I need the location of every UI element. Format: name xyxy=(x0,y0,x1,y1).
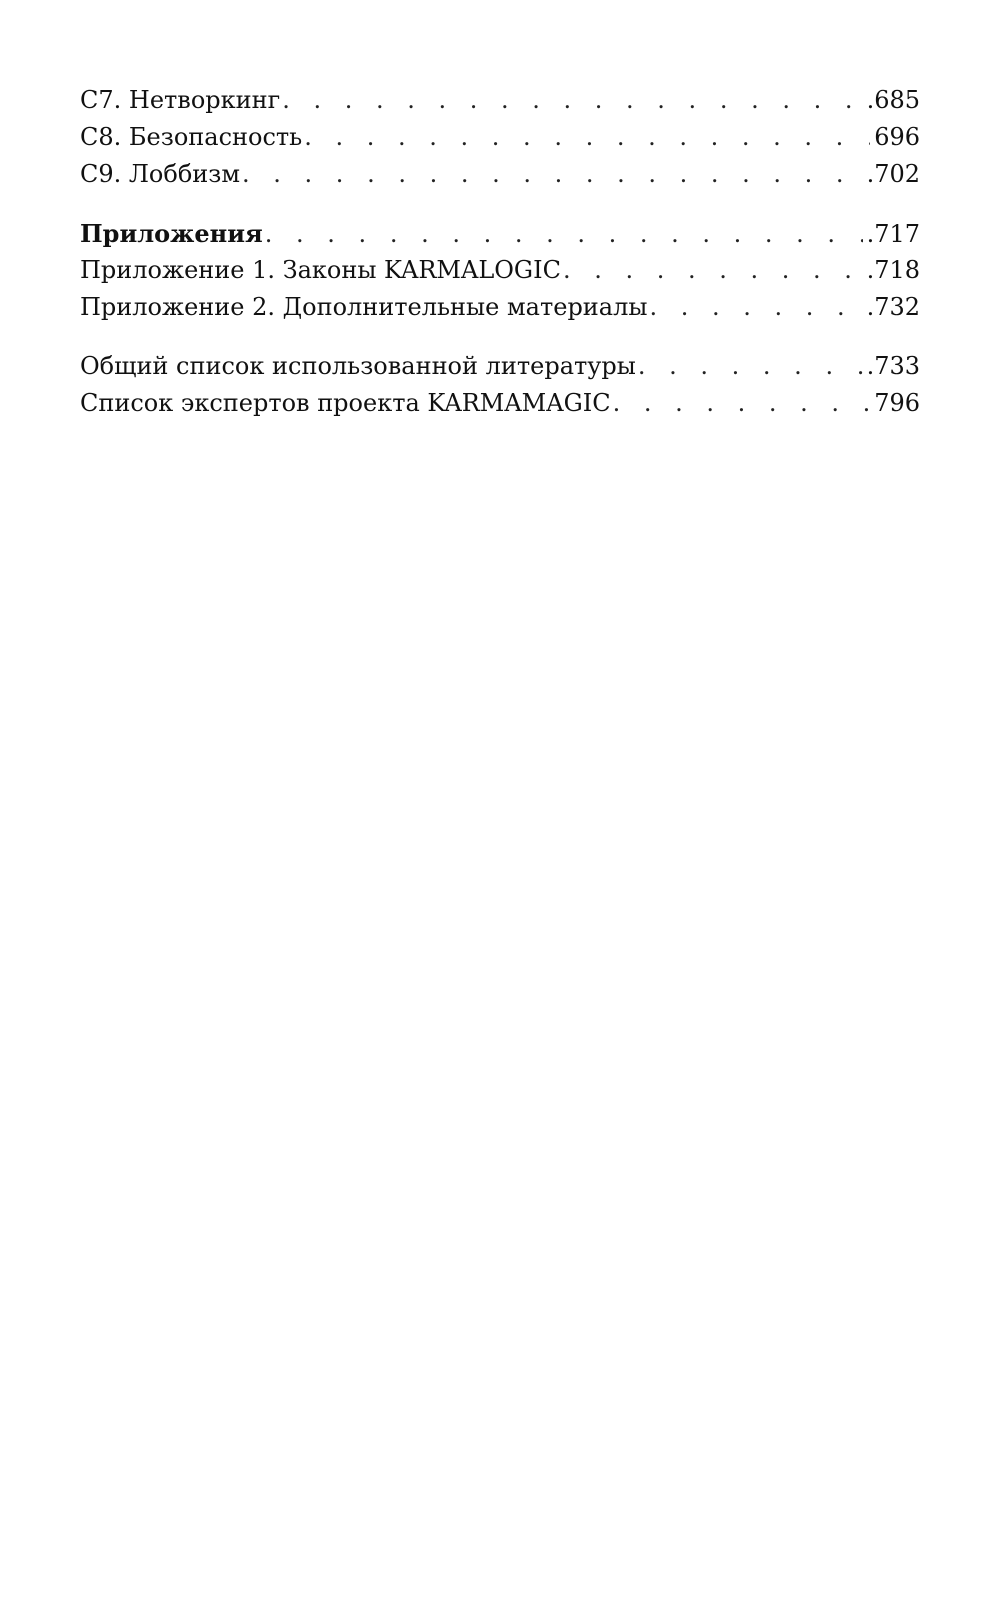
toc-section-heading[interactable] xyxy=(80,215,920,252)
toc-entry-title: С9. Лоббизм xyxy=(80,160,241,188)
toc-entry-title: Список экспертов проекта KARMAMAGIC xyxy=(80,389,611,417)
dot-leader xyxy=(240,156,863,193)
dot-leader xyxy=(263,216,863,253)
toc-entry-title: Приложения xyxy=(80,219,263,248)
toc-entry[interactable] xyxy=(80,156,920,193)
toc-entry-page: .717 xyxy=(863,216,920,253)
toc-entry-page: .702 xyxy=(863,156,920,193)
toc-group-chapters xyxy=(80,82,920,193)
dot-leader xyxy=(636,348,863,385)
toc-entry[interactable] xyxy=(80,252,920,289)
toc-entry-page: .718 xyxy=(863,252,920,289)
toc-group-appendices xyxy=(80,215,920,326)
toc-entry-page: .685 xyxy=(863,82,920,119)
dot-leader xyxy=(611,385,871,422)
dot-leader xyxy=(561,252,863,289)
dot-leader xyxy=(302,119,870,156)
dot-leader xyxy=(647,289,862,326)
toc-entry-page: 796 xyxy=(870,385,920,422)
toc-entry-title: Приложение 2. Дополнительные материалы xyxy=(80,293,648,321)
toc-entry-title: С8. Безопасность xyxy=(80,123,303,151)
toc-entry[interactable] xyxy=(80,289,920,326)
toc-entry-title: Приложение 1. Законы KARMALOGIC xyxy=(80,256,561,284)
toc-entry-page: 696 xyxy=(870,119,920,156)
toc-entry-page: .732 xyxy=(863,289,920,326)
toc-entry[interactable] xyxy=(80,348,920,385)
toc-entry[interactable] xyxy=(80,385,920,422)
toc-group-references xyxy=(80,348,920,422)
toc-entry-title: С7. Нетворкинг xyxy=(80,86,281,114)
toc-entry-page: .733 xyxy=(863,348,920,385)
toc-entry-title: Общий список использованной литературы xyxy=(80,352,636,380)
toc-entry[interactable] xyxy=(80,82,920,119)
dot-leader xyxy=(280,82,862,119)
toc-entry[interactable] xyxy=(80,119,920,156)
table-of-contents xyxy=(80,82,920,422)
